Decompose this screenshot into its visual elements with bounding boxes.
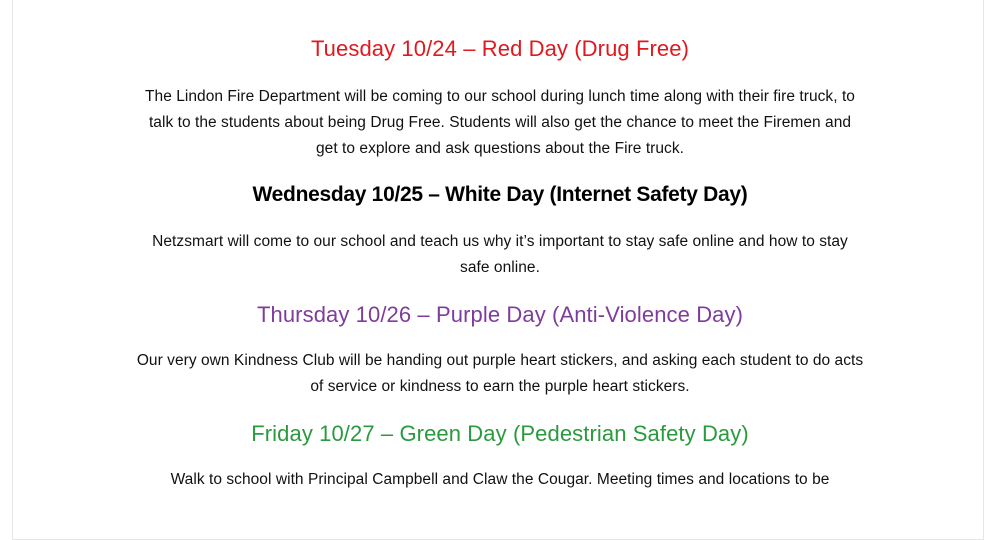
thursday-heading: Thursday 10/26 – Purple Day (Anti-Violence Day) xyxy=(256,302,744,327)
thursday-line-1: Our very own Kindness Club will be handing out purple heart stickers, and asking each student to do acts xyxy=(136,352,864,369)
thursday-paragraph xyxy=(60,348,940,400)
tuesday-line-1: The Lindon Fire Department will be coming to our school during lunch time along with their fire truck, to xyxy=(145,88,855,105)
tuesday-heading: Tuesday 10/24 – Red Day (Drug Free) xyxy=(310,36,690,61)
wednesday-heading: Wednesday 10/25 – White Day (Internet Safety Day) xyxy=(252,183,748,206)
tuesday-line-3: get to explore and ask questions about the Fire truck. xyxy=(315,140,685,157)
wednesday-paragraph xyxy=(60,229,940,281)
friday-line-1: Walk to school with Principal Campbell and Claw the Cougar. Meeting times and locations to be xyxy=(170,471,830,488)
tuesday-paragraph xyxy=(60,84,940,162)
friday-heading: Friday 10/27 – Green Day (Pedestrian Safety Day) xyxy=(251,421,749,446)
thursday-line-2: of service or kindness to earn the purple heart stickers. xyxy=(310,378,690,395)
wednesday-line-1: Netzsmart will come to our school and teach us why it’s important to stay safe online and how to stay xyxy=(152,233,848,250)
friday-paragraph xyxy=(60,467,940,493)
wednesday-line-2: safe online. xyxy=(460,259,540,276)
tuesday-line-2: talk to the students about being Drug Free. Students will also get the chance to meet the Firemen and xyxy=(148,114,852,131)
